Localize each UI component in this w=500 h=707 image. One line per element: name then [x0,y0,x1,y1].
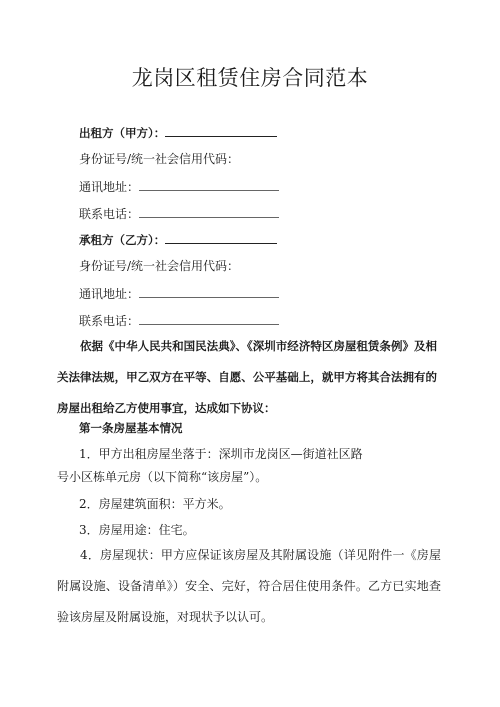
document-title: 龙岗区租赁住房合同范本 [131,66,369,90]
lessor-address-label: 通讯地址： [79,180,140,194]
lessor-name-blank [165,124,277,137]
article1-heading: 第一条房屋基本情况 [79,421,183,435]
lessee-row [79,231,277,248]
lessor-address-blank [139,178,279,191]
lessor-label: 出租方（甲方）： [79,126,166,140]
lessor-phone-label: 联系电话： [79,207,140,221]
article1-item2: 2．房屋建筑面积：平方米。 [79,497,231,511]
lessor-row [79,124,277,141]
article1-item1-line1: 1．甲方出租房屋坐落于：深圳市龙岗区—街道社区路 [79,447,363,461]
lessee-name-blank [165,231,277,244]
lessor-address-row [79,178,279,195]
lessee-phone-label: 联系电话： [79,314,140,328]
lessee-label: 承租方（乙方）： [79,233,166,247]
lessee-address-row [79,285,279,302]
article1-item1-line2: 号小区栋单元房（以下简称“该房屋”）。 [57,470,268,484]
lessor-phone-row [79,205,279,222]
article1-item3: 3．房屋用途：住宅。 [79,523,195,537]
intro-paragraph: 依据《中华人民共和国民法典》、《深圳市经济特区房屋租赁条例》及相关法律法规，甲乙双方在平等、自愿、公平基础上，就甲方将其合法拥有的房屋出租给乙方使用事宜，达成如下协议： [57,339,437,415]
article1-item4: 4．房屋现状：甲方应保证该房屋及其附属设施（详见附件一《房屋附属设施、设备清单》）安全、完好，符合居住使用条件。乙方已实地查验该房屋及附属设施，对现状予以认可。 [57,548,441,624]
lessee-address-blank [139,285,279,298]
lessee-address-label: 通讯地址： [79,287,140,301]
lessor-id-label: 身份证号/统一社会信用代码： [79,152,240,166]
lessee-phone-row [79,312,279,329]
lessee-id-label: 身份证号/统一社会信用代码： [79,259,240,273]
lessee-phone-blank [139,312,279,325]
lessor-phone-blank [139,205,279,218]
